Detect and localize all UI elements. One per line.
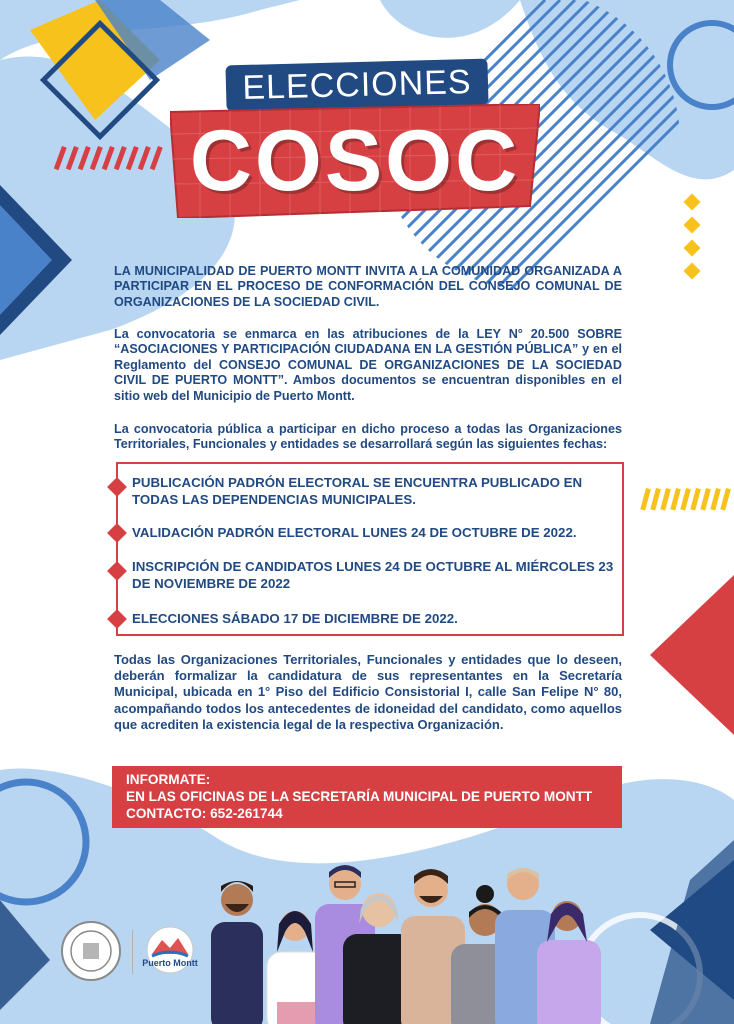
- people-illustration: [205, 862, 605, 1024]
- date-text: INSCRIPCIÓN DE CANDIDATOS LUNES 24 DE OCTUBRE AL MIÉRCOLES 23 DE NOVIEMBRE DE 2022: [132, 559, 614, 591]
- date-item: [132, 558, 618, 592]
- date-item: [132, 610, 618, 627]
- requirements-paragraph: Todas las Organizaciones Territoriales, Funcionales y entidades que lo deseen, deberán formalizar la candidatura de sus representantes en la Secretaría Municipal, ubicada en 1° Piso del Edificio Consistorial I, calle San Felipe N° 80, acompañando todos los antecedentes de idoneidad del candidato, como aquellos que acrediten la existencia legal de la respectiva Organización.: [114, 652, 622, 732]
- intro-paragraph: LA MUNICIPALIDAD DE PUERTO MONTT INVITA A LA COMUNIDAD ORGANIZADA A PARTICIPAR EN EL PROCESO DE CONFORMACIÓN DEL CONSEJO COMUNAL DE ORGANIZACIONES DE LA SOCIEDAD CIVIL.: [114, 264, 622, 309]
- date-text: PUBLICACIÓN PADRÓN ELECTORAL SE ENCUENTRA PUBLICADO EN TODAS LAS DEPENDENCIAS MUNICIPALES.: [132, 475, 583, 507]
- city-logo-text: Puerto Montt: [142, 958, 198, 968]
- logo-divider: [132, 930, 133, 974]
- cosoc-banner: [170, 104, 540, 218]
- elecciones-label: ELECCIONES: [241, 62, 473, 107]
- city-logo-icon: [140, 926, 200, 978]
- convocatoria-paragraph: La convocatoria se enmarca en las atribuciones de la LEY N° 20.500 SOBRE “ASOCIACIONES Y PARTICIPACIÓN CIUDADANA EN LA GESTIÓN PÚBLICA” y en el Reglamento del CONSEJO COMUNAL DE ORGANIZACIONES DE LA SOCIEDAD CIVIL DE PUERTO MONTT”. Ambos documentos se encuentran disponibles en el sitio web del Municipio de Puerto Montt.: [114, 327, 622, 403]
- info-location: EN LAS OFICINAS DE LA SECRETARÍA MUNICIPAL DE PUERTO MONTT: [126, 789, 593, 804]
- dates-box: [116, 462, 624, 636]
- municipal-seal-icon: [60, 920, 122, 982]
- info-contact: CONTACTO: 652-261744: [126, 806, 283, 821]
- date-text: ELECCIONES SÁBADO 17 DE DICIEMBRE DE 2022.: [132, 611, 458, 626]
- puerto-montt-logo: [140, 926, 200, 978]
- info-box: [112, 766, 622, 828]
- info-heading: INFORMATE:: [126, 772, 211, 787]
- cosoc-title: COSOC: [189, 112, 521, 209]
- dates-intro-paragraph: La convocatoria pública a participar en dicho proceso a todas las Organizaciones Territoriales, Funcionales y entidades se desarrollará según las siguientes fechas:: [114, 422, 622, 452]
- date-item: [132, 524, 618, 541]
- date-text: VALIDACIÓN PADRÓN ELECTORAL LUNES 24 DE OCTUBRE DE 2022.: [132, 525, 577, 540]
- date-item: [132, 474, 618, 508]
